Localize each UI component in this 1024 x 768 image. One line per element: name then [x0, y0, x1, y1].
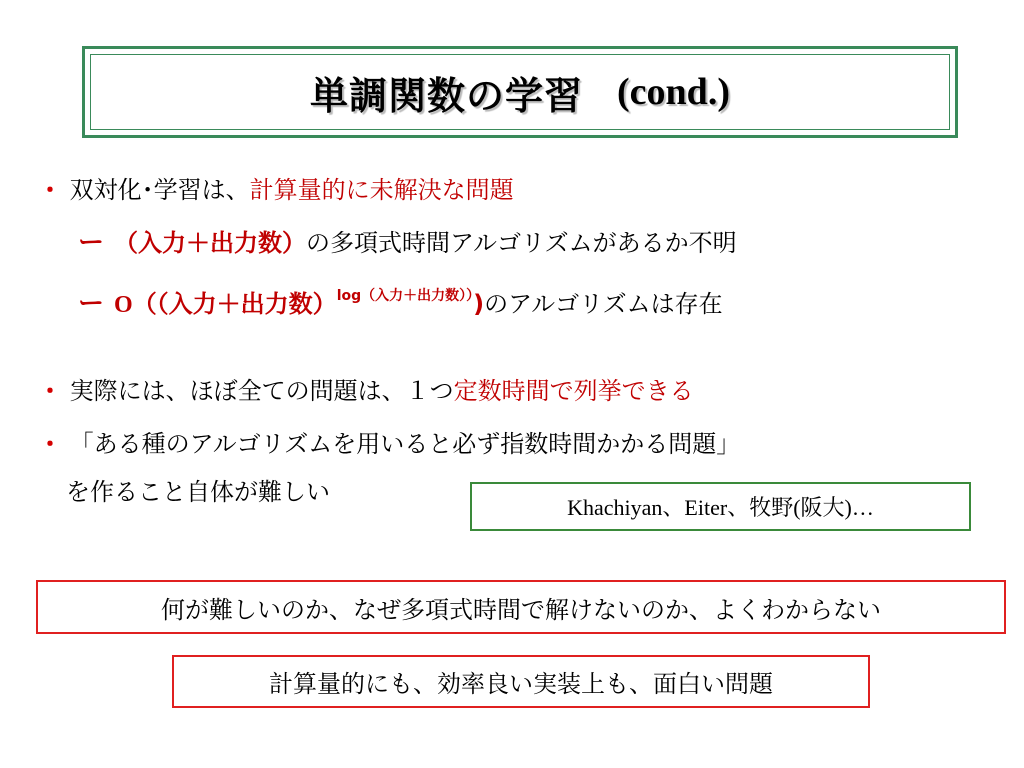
subitem-1-text: の多項式時間アルゴリズムがあるか不明 — [306, 229, 737, 257]
title-english: (cond.) — [617, 71, 730, 113]
subitem-2-bold-red: （（入力＋出力数） — [132, 290, 337, 318]
subitem-1 — [78, 227, 737, 259]
bullet-marker: ･ — [44, 430, 56, 458]
reference-text: Khachiyan、Eiter、牧野(阪大)… — [567, 495, 874, 520]
bullet-1-red-text: 計算量的に未解決な問題 — [249, 176, 514, 204]
dash-marker: ー — [78, 289, 105, 319]
subitem-2-o: O — [114, 292, 133, 318]
difficulty-box — [36, 580, 1006, 634]
title-japanese: 単調関数の学習 — [310, 73, 584, 118]
title-inner-frame — [90, 54, 950, 130]
bullet-3-line1: 「ある種のアルゴリズムを用いると必ず指数時間かかる問題」 — [69, 430, 741, 458]
bullet-2-red-text: 定数時間で列挙できる — [453, 377, 694, 405]
bullet-2 — [44, 375, 694, 407]
reference-box — [470, 482, 971, 531]
interesting-problem-box — [172, 655, 870, 708]
bullet-marker: ･ — [44, 377, 56, 405]
dash-marker: ー — [78, 228, 105, 258]
bullet-3-continuation — [66, 476, 330, 508]
bullet-3 — [44, 428, 740, 460]
subitem-2-text: のアルゴリズムは存在 — [484, 290, 723, 318]
subitem-2-superscript: log（入力＋出力数）） — [336, 288, 474, 304]
bullet-marker: ･ — [44, 176, 56, 204]
bullet-1-text: 双対化･学習は、 — [69, 176, 250, 204]
subitem-2 — [78, 280, 723, 321]
bullet-2-text: 実際には、ほぼ全ての問題は、１つ — [69, 377, 454, 405]
title-box — [82, 46, 958, 138]
subitem-1-bold-red: （入力＋出力数） — [114, 229, 307, 257]
difficulty-text: 何が難しいのか、なぜ多項式時間で解けないのか、よくわからない — [161, 595, 881, 624]
bullet-1 — [44, 174, 514, 206]
bullet-3-line2: を作ること自体が難しい — [66, 478, 330, 506]
interesting-problem-text: 計算量的にも、効率良い実装上も、面白い問題 — [269, 670, 773, 698]
subitem-2-close: ) — [473, 290, 485, 318]
